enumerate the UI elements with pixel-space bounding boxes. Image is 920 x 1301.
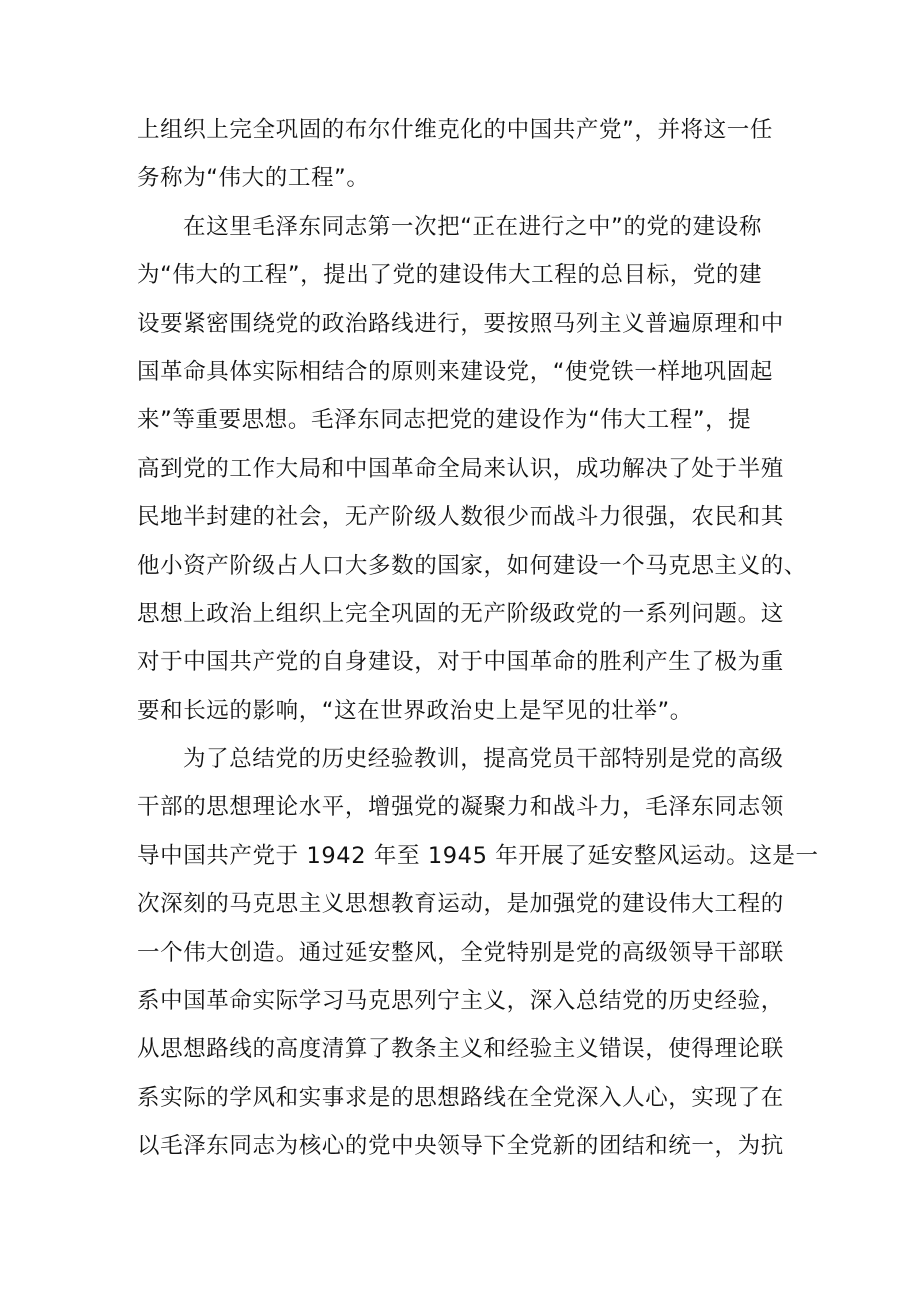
text-line: 次深刻的马克思主义思想教育运动，是加强党的建设伟大工程的 bbox=[137, 891, 784, 918]
text-line: 务称为“伟大的工程”。 bbox=[137, 165, 370, 192]
paragraph-3 bbox=[137, 735, 819, 1171]
paragraph-2 bbox=[137, 203, 807, 735]
text-line: 高到党的工作大局和中国革命全局来认识，成功解决了处于半殖 bbox=[137, 455, 784, 482]
text-line: 对于中国共产党的自身建设，对于中国革命的胜利产生了极为重 bbox=[137, 649, 784, 676]
text-line: 从思想路线的高度清算了教条主义和经验主义错误，使得理论联 bbox=[137, 1036, 784, 1063]
text-line: 以毛泽东同志为核心的党中央领导下全党新的团结和统一，为抗 bbox=[137, 1133, 784, 1160]
text-line: 导中国共产党于 1942 年至 1945 年开展了延安整风运动。这是一 bbox=[137, 842, 819, 869]
text-line: 一个伟大创造。通过延安整风，全党特别是党的高级领导干部联 bbox=[137, 939, 784, 966]
text-line: 国革命具体实际相结合的原则来建设党，“使党铁一样地巩固起 bbox=[137, 358, 773, 385]
text-line: 系实际的学风和实事求是的思想路线在全党深入人心，实现了在 bbox=[137, 1084, 784, 1111]
text-line: 他小资产阶级占人口大多数的国家，如何建设一个马克思主义的、 bbox=[137, 552, 807, 579]
text-line: 干部的思想理论水平，增强党的凝聚力和战斗力，毛泽东同志领 bbox=[137, 794, 784, 821]
text-line: 来”等重要思想。毛泽东同志把党的建设作为“伟大工程”，提 bbox=[137, 407, 752, 434]
text-line: 思想上政治上组织上完全巩固的无产阶级政党的一系列问题。这 bbox=[137, 600, 784, 627]
text-line: 民地半封建的社会，无产阶级人数很少而战斗力很强，农民和其 bbox=[137, 504, 784, 531]
text-line: 设要紧密围绕党的政治路线进行，要按照马列主义普遍原理和中 bbox=[137, 310, 784, 337]
text-line: 为了总结党的历史经验教训，提高党员干部特别是党的高级 bbox=[183, 746, 784, 773]
text-line: 要和长远的影响，“这在世界政治史上是罕见的壮举”。 bbox=[137, 697, 693, 724]
body-text bbox=[137, 106, 819, 1171]
text-line: 为“伟大的工程”，提出了党的建设伟大工程的总目标，党的建 bbox=[137, 262, 763, 289]
paragraph-1 bbox=[137, 106, 797, 203]
text-line: 上组织上完全巩固的布尔什维克化的中国共产党”，并将这一任 bbox=[137, 117, 773, 143]
text-line: 在这里毛泽东同志第一次把“正在进行之中”的党的建设称 bbox=[183, 213, 762, 240]
text-line: 系中国革命实际学习马克思列宁主义，深入总结党的历史经验， bbox=[137, 988, 784, 1015]
